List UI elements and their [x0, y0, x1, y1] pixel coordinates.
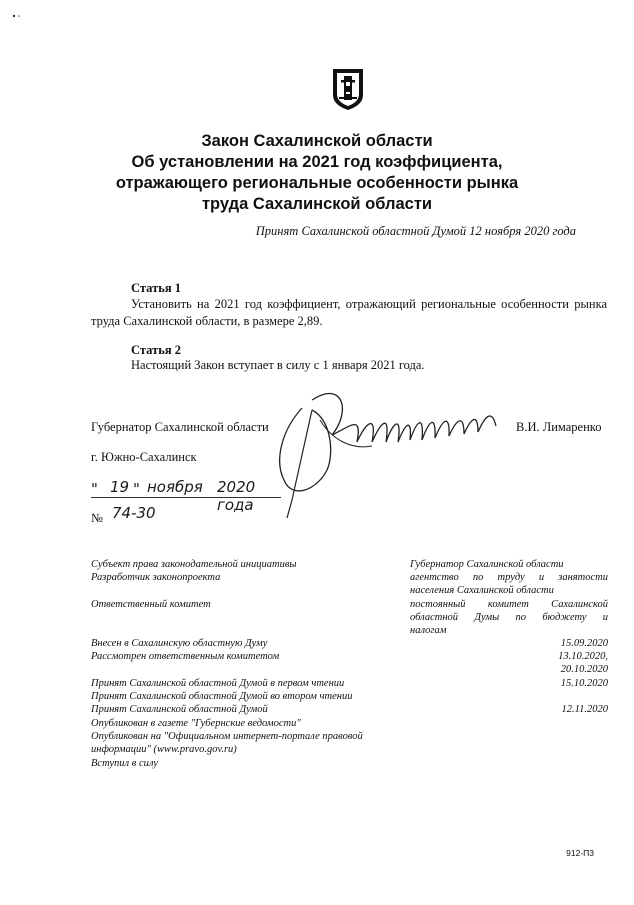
- document-code: 912-П3: [566, 848, 594, 858]
- meta-published-portal-2: информации" (www.pravo.gov.ru): [91, 744, 237, 755]
- meta-first-reading-label: Принят Сахалинской областной Думой в первом чтении: [91, 678, 345, 689]
- scan-speck: [12, 14, 21, 18]
- meta-adopted-label: Принят Сахалинской областной Думой: [91, 704, 268, 715]
- date-quote-open: ": [91, 480, 98, 498]
- meta-published-newspaper: Опубликован в газете "Губернские ведомости": [91, 718, 301, 729]
- article-2-heading: Статья 2: [131, 343, 181, 357]
- date-underline: [91, 497, 281, 498]
- meta-second-reading-label: Принят Сахалинской областной Думой во втором чтении: [91, 691, 353, 702]
- handwritten-signature: [272, 380, 508, 520]
- law-number: 74-30: [112, 504, 156, 522]
- date-day: 19: [110, 478, 130, 496]
- meta-in-force-label: Вступил в силу: [91, 758, 158, 769]
- meta-developer-label: Разработчик законопроекта: [91, 572, 221, 583]
- meta-committee-value-3: налогам: [410, 625, 447, 636]
- article-1-line-2: труда Сахалинской области, в размере 2,89.: [91, 314, 323, 328]
- city: г. Южно-Сахалинск: [91, 450, 197, 464]
- article-1-heading: Статья 1: [131, 281, 181, 295]
- meta-adopted-value: 12.11.2020: [561, 704, 608, 715]
- meta-first-reading-value: 15.10.2020: [560, 678, 608, 689]
- meta-reviewed-value-1: 13.10.2020,: [558, 651, 608, 662]
- governor-position: Губернатор Сахалинской области: [91, 420, 269, 434]
- meta-developer-value-1: агентство по труду и занятости: [410, 572, 608, 583]
- law-title: [80, 131, 554, 215]
- title-line-1: Закон Сахалинской области: [201, 132, 433, 150]
- meta-committee-value-2: областной Думы по бюджету и: [410, 612, 608, 623]
- number-label: №: [91, 511, 103, 525]
- article-2-line-1: Настоящий Закон вступает в силу с 1 января 2021 года.: [131, 358, 425, 372]
- meta-committee-label: Ответственный комитет: [91, 599, 211, 610]
- title-line-2: Об установлении на 2021 год коэффициента,: [131, 153, 503, 171]
- meta-committee-value-1: постоянный комитет Сахалинской: [410, 599, 608, 610]
- meta-submitted-label: Внесен в Сахалинскую областную Думу: [91, 638, 268, 649]
- date-year: 2020 года: [217, 478, 256, 514]
- meta-submitted-value: 15.09.2020: [560, 638, 608, 649]
- title-line-4: труда Сахалинской области: [201, 195, 433, 213]
- date-month: ноября: [147, 478, 203, 496]
- article-1-line-1: Установить на 2021 год коэффициент, отражающий региональные особенности рынка: [131, 297, 607, 311]
- title-line-3: отражающего региональные особенности рынка: [115, 174, 519, 192]
- coat-of-arms-icon: [330, 67, 366, 111]
- meta-developer-value-2: населения Сахалинской области: [410, 585, 554, 596]
- meta-subject-label: Субъект права законодательной инициативы: [91, 559, 297, 570]
- adopted-statement: Принят Сахалинской областной Думой 12 ноября 2020 года: [255, 224, 576, 238]
- meta-reviewed-value-2: 20.10.2020: [560, 664, 608, 675]
- meta-subject-value: Губернатор Сахалинской области: [410, 559, 564, 570]
- meta-published-portal-1: Опубликован на "Официальном интернет-портале правовой: [91, 731, 363, 742]
- governor-name: В.И. Лимаренко: [516, 420, 602, 434]
- date-quote-close: ": [133, 480, 140, 498]
- meta-reviewed-label: Рассмотрен ответственным комитетом: [91, 651, 280, 662]
